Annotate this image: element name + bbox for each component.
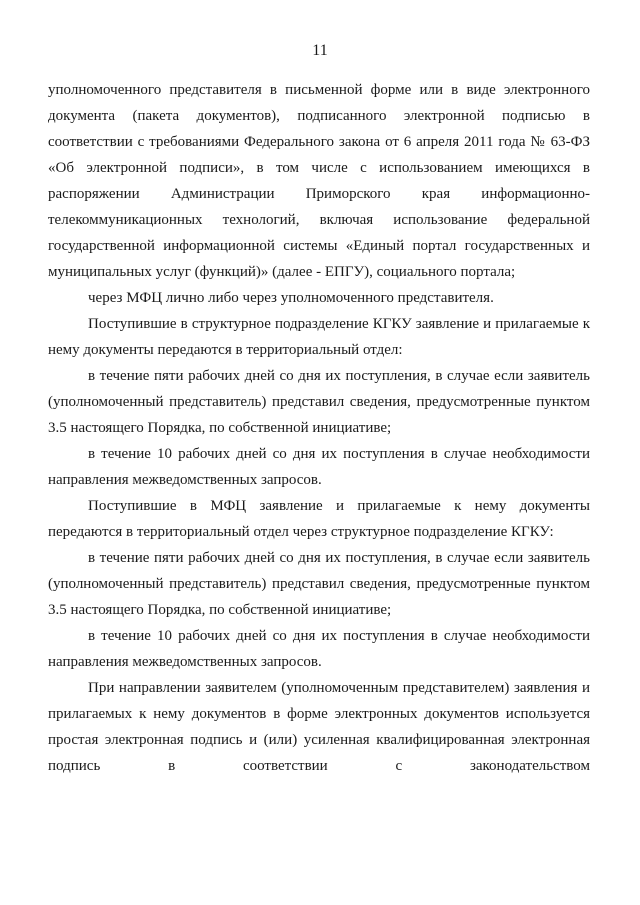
paragraph-electronic-signature: При направлении заявителем (уполномоченным представителем) заявления и прилагаемых к нему документов в форме электронных документов используется простая электронная подпись и (или) усиленная квалифицированная электронная подпись в соответствии с законодательством: [48, 680, 590, 774]
page-number: 11: [312, 42, 328, 59]
paragraph-via-mfc: через МФЦ лично либо через уполномоченного представителя.: [88, 290, 494, 306]
paragraph-signature-methods: уполномоченного представителя в письменной форме или в виде электронного документа (пакета документов), подписанного электронной подписью в соответствии с требованиями Федерального закона от 6 апреля 2011 года № 63-ФЗ «Об электронной подписи», в том числе с использованием имеющихся в распоряжении Администрации Приморского края информационно-телекоммуникационных технологий, включая использование федеральной государственной информационной системы «Единый портал государственных и муниципальных услуг (функций)» (далее - ЕПГУ), социального портала;: [48, 82, 590, 280]
paragraph-five-days-1: в течение пяти рабочих дней со дня их поступления, в случае если заявитель (уполномоченный представитель) представил сведения, предусмотренные пунктом 3.5 настоящего Порядка, по собственной инициативе;: [48, 368, 590, 436]
paragraph-five-days-2: в течение пяти рабочих дней со дня их поступления, в случае если заявитель (уполномоченный представитель) представил сведения, предусмотренные пунктом 3.5 настоящего Порядка, по собственной инициативе;: [48, 550, 590, 618]
paragraph-ten-days-2: в течение 10 рабочих дней со дня их поступления в случае необходимости направления межведомственных запросов.: [48, 628, 590, 670]
paragraph-kgku-transfer: Поступившие в структурное подразделение КГКУ заявление и прилагаемые к нему документы передаются в территориальный отдел:: [48, 316, 590, 358]
paragraph-mfc-transfer: Поступившие в МФЦ заявление и прилагаемые к нему документы передаются в территориальный отдел через структурное подразделение КГКУ:: [48, 498, 590, 540]
paragraph-ten-days-1: в течение 10 рабочих дней со дня их поступления в случае необходимости направления межведомственных запросов.: [48, 446, 590, 488]
document-body: [48, 77, 590, 779]
